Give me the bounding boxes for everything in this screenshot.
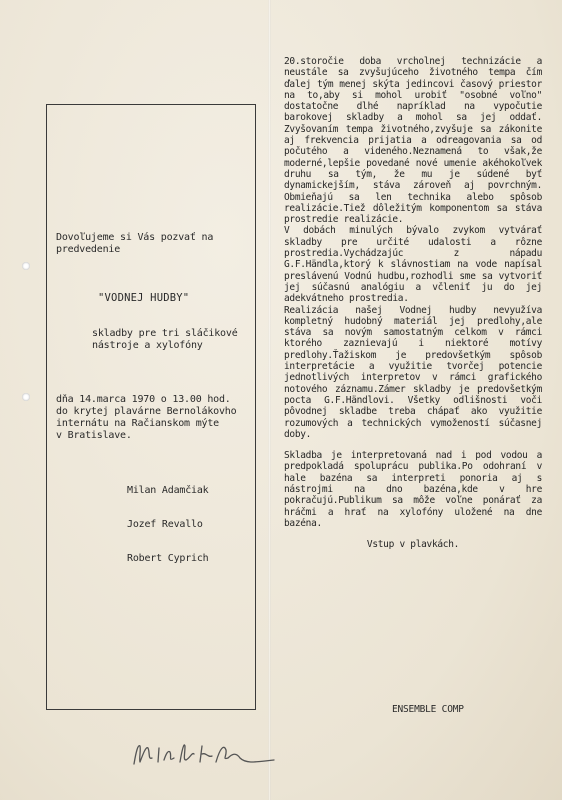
performer-name: Jozef Revallo [127, 519, 203, 530]
event-details: dňa 14.marca 1970 o 13.00 hod. do krytej plavárne Bernolákovho internátu na Račianskom mýte v Bratislave. [56, 394, 237, 441]
handwritten-signature [128, 736, 278, 770]
invitation-text: Dovoľujeme si Vás pozvať na predvedenie [56, 232, 214, 255]
performer-names [127, 465, 209, 584]
punch-hole-top [22, 262, 30, 270]
performer-name: Milan Adamčiak [127, 485, 209, 496]
invitation-subtitle: skladby pre tri sláčikové nástroje a xylofóny [92, 328, 238, 351]
essay-paragraph: V dobách minulých bývalo zvykom vytvárať skladby pre určité udalosti a rôzne prostredia.Vychádzajúc z nápadu G.F.Händla,ktorý k slávnostiam na vode napísal preslávenú Vodnú hudbu,rozhodli sme sa vytvoriť jej súčasnú analógiu a včleniť ju do jej adekvátneho prostredia. [284, 225, 542, 305]
punch-hole-bottom [22, 393, 30, 401]
essay-paragraph: 20.storočie doba vrcholnej technizácie a neustále sa zvyšujúceho životného tempa čím ďalej tým menej skýta jedincovi časový priestor na to,aby si mohol urobiť "osobné voľno" dostatočne dlhé napríklad na vypočutie barokovej skladby a mohol sa jej oddať. Zvyšovaním tempa životného,zvyšuje sa zákonite aj frekvencia prijatia a odreagovania sa od počutého a videného.Neznamená to však,že moderné,lepšie povedané nové umenie akéhokoľvek druhu sa tým, že mu je súdené byť dynamickejším, stáva zároveň aj povrchným. Obmieňajú sa len technika alebo spôsob realizácie.Tiež dôležitým komponentom sa stáva prostredie realizácie. [284, 56, 542, 226]
essay-column [284, 56, 542, 550]
invitation-title: "VODNEJ HUDBY" [98, 292, 190, 304]
ensemble-name: ENSEMBLE COMP [392, 704, 464, 715]
performance-description: Skladba je interpretovaná nad i pod vodou a predpokladá spoluprácu publika.Po odohraní v hale bazéna sa interpreti ponoria aj s nástrojmi na dno bazéna,kde v hre pokračujú.Publikum sa môže voľne ponárať za hráčmi a hrať na xylofóny uložené na dne bazéna. [284, 450, 542, 529]
page-fold [268, 0, 271, 800]
performer-name: Robert Cyprich [127, 553, 209, 564]
essay-paragraph: Realizácia našej Vodnej hudby nevyužíva kompletný hudobný materiál jej predlohy,ale stáva sa novým samostatným celkom v rámci ktorého zaznievajú i niektoré motívy predlohy.Ťažiskom je predovšetkým spôsob interpretácie a využitie tvorčej potencie jednotlivých interpretov v rámci grafického notového záznamu.Zámer skladby je predovšetkým pocta G.F.Händlovi. Všetky odlišnosti voči pôvodnej skladbe treba chápať ako využitie rozumových a technických vymožeností súčasnej doby. [284, 304, 542, 440]
dress-code: Vstup v plavkách. [366, 539, 460, 551]
